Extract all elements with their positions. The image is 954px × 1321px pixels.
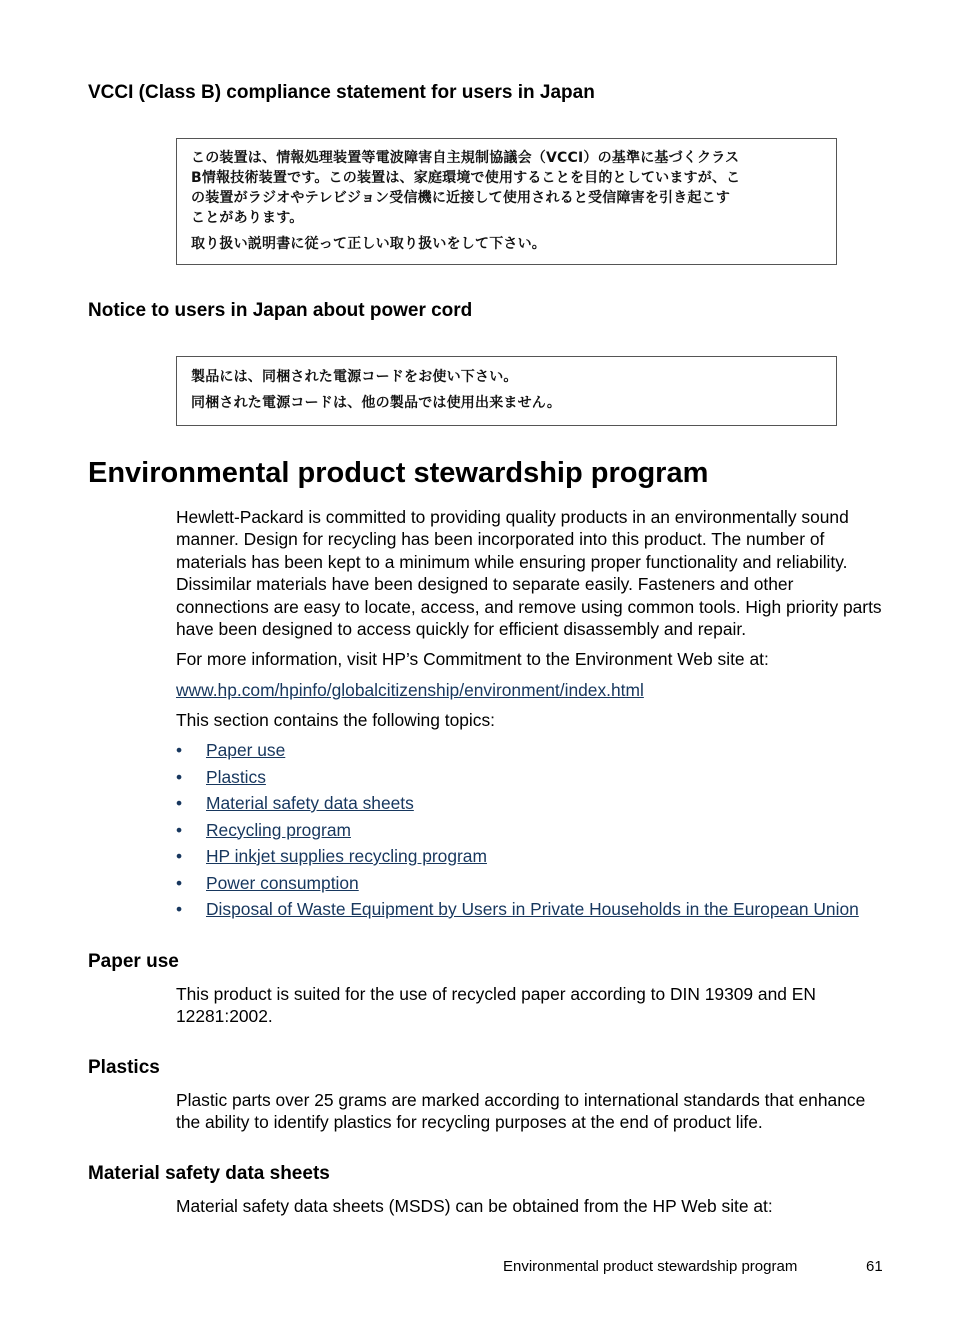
topic-link-paper-use[interactable]: Paper use <box>206 740 286 760</box>
topic-link-msds[interactable]: Material safety data sheets <box>206 793 414 813</box>
paper-use-text: This product is suited for the use of recycled paper according to DIN 19309 and EN 12281:2002. <box>176 984 816 1027</box>
footer-page-number: 61 <box>866 1258 883 1275</box>
msds-heading: Material safety data sheets <box>88 1163 330 1184</box>
vcci-line: 取り扱い説明書に従って正しい取り扱いをして下さい。 <box>191 236 546 252</box>
topic-link-power-consumption[interactable]: Power consumption <box>206 872 359 893</box>
list-item <box>176 819 896 846</box>
vcci-line: の装置がラジオやテレビジョン受信機に近接して使用されると受信障害を引き起こす <box>191 190 731 206</box>
power-cord-line: 製品には、同梱された電源コードをお使い下さい。 <box>191 369 518 385</box>
vcci-statement-box <box>176 138 837 265</box>
bullet-icon: • <box>176 766 183 787</box>
bullet-icon: • <box>176 740 183 760</box>
bullet-icon: • <box>176 846 183 866</box>
msds-text: Material safety data sheets (MSDS) can be obtained from the HP Web site at: <box>176 1196 773 1216</box>
footer-section-title: Environmental product stewardship program <box>503 1258 798 1275</box>
bullet-icon: • <box>176 872 183 893</box>
vcci-line: この装置は、情報処理装置等電波障害自主規制協議会（VCCI）の基準に基づくクラス <box>191 150 740 166</box>
bullet-icon: • <box>176 899 183 919</box>
topics-list <box>176 739 896 925</box>
env-website-link[interactable]: www.hp.com/hpinfo/globalcitizenship/environment/index.html <box>176 680 644 700</box>
power-cord-heading: Notice to users in Japan about power cord <box>88 300 473 321</box>
vcci-line: ことがあります。 <box>191 210 304 226</box>
bullet-icon: • <box>176 819 183 840</box>
topic-link-plastics[interactable]: Plastics <box>206 766 266 787</box>
list-item <box>176 872 896 899</box>
list-item <box>176 898 896 925</box>
topic-link-inkjet-recycling[interactable]: HP inkjet supplies recycling program <box>206 846 487 866</box>
topic-link-weee-disposal[interactable]: Disposal of Waste Equipment by Users in Private Households in the European Union <box>206 899 859 919</box>
power-cord-notice-box <box>176 356 837 426</box>
env-program-title: Environmental product stewardship program <box>88 457 709 489</box>
vcci-line: B情報技術装置です。この装置は、家庭環境で使用することを目的としていますが、こ <box>191 170 741 186</box>
list-item <box>176 792 896 819</box>
bullet-icon: • <box>176 793 183 813</box>
topics-intro-text: This section contains the following topics: <box>176 710 495 730</box>
more-info-text: For more information, visit HP’s Commitment to the Environment Web site at: <box>176 649 769 669</box>
list-item <box>176 766 896 793</box>
list-item <box>176 739 896 766</box>
plastics-heading: Plastics <box>88 1057 160 1078</box>
paper-use-heading: Paper use <box>88 951 179 972</box>
env-url-line <box>176 679 888 701</box>
vcci-heading: VCCI (Class B) compliance statement for users in Japan <box>88 82 595 103</box>
list-item <box>176 845 896 872</box>
plastics-text: Plastic parts over 25 grams are marked according to international standards that enhance the ability to identify plastics for recycling purposes at the end of product life. <box>176 1090 866 1133</box>
power-cord-line: 同梱された電源コードは、他の製品では使用出来ません。 <box>191 395 562 411</box>
env-intro-paragraph: Hewlett-Packard is committed to providing quality products in an environmentally sound manner. Design for recycling has been incorporated into this product. The number of materials has been kept to a minimum while ensuring proper functionality and reliability. Dissimilar materials have been designed to separate easily. Fasteners and other connections are easy to locate, access, and remove using common tools. High priority parts have been designed to access quickly for efficient disassembly and repair. <box>176 507 882 640</box>
topic-link-recycling-program[interactable]: Recycling program <box>206 819 351 840</box>
